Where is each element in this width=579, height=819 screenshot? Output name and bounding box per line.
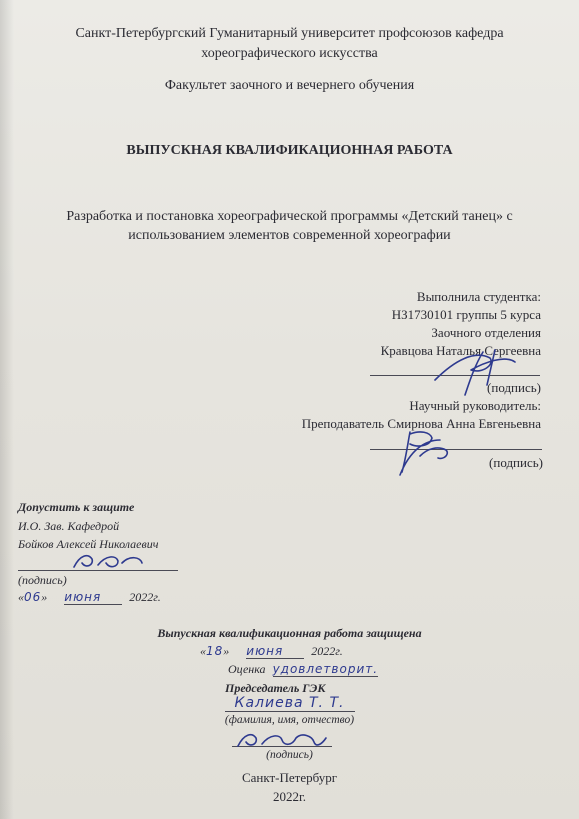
defense-chair-name-row — [0, 694, 579, 712]
defense-date-year: 2022г. — [311, 644, 343, 658]
defense-date: «18» июня 2022г. — [200, 644, 343, 658]
defense-grade-label: Оценка — [228, 662, 266, 676]
topic-line-1: Разработка и постановка хореографической программы «Детский танец» с — [66, 209, 513, 224]
defense-date-day: 18 — [206, 644, 224, 658]
admission-position: И.О. Зав. Кафедрой — [18, 519, 120, 533]
supervisor-signature — [380, 420, 490, 480]
defense-signature-caption: (подпись) — [266, 749, 313, 761]
admission-date: «06» июня 2022г. — [18, 590, 161, 604]
admission-date-year: 2022г. — [129, 590, 161, 604]
defense-grade-value: удовлетворит. — [272, 662, 379, 676]
footer-year: 2022г. — [272, 789, 307, 804]
admission-signature — [70, 545, 150, 575]
student-role-label: Выполнила студентка: — [416, 289, 541, 304]
supervisor-name: Преподаватель Смирнова Анна Евгеньевна — [301, 416, 541, 431]
student-group: НЗ1730101 группы 5 курса — [391, 307, 541, 322]
admission-date-day: 06 — [24, 590, 42, 604]
defense-chair-label: Председатель ГЭК — [225, 681, 326, 695]
student-name: Кравцова Наталья Сергеевна — [380, 343, 541, 358]
defense-name-caption: (фамилия, имя, отчество) — [224, 714, 355, 726]
admission-name: Бойков Алексей Николаевич — [18, 537, 159, 551]
defense-grade — [228, 662, 378, 677]
admission-signature-caption: (подпись) — [18, 573, 67, 587]
defense-title: Выпускная квалификационная работа защищена — [157, 626, 422, 640]
defense-chair-name: Калиева Т. Т. — [225, 695, 355, 712]
university-line-1: Санкт-Петербургский Гуманитарный университет профсоюзов кафедра — [75, 26, 504, 41]
topic-line-2: использованием элементов современной хореографии — [128, 228, 451, 243]
faculty-name: Факультет заочного и вечернего обучения — [164, 78, 415, 93]
admission-date-month: июня — [64, 590, 122, 605]
student-department: Заочного отделения — [431, 325, 541, 340]
footer-city: Санкт-Петербург — [241, 770, 338, 785]
supervisor-signature-caption: (подпись) — [489, 455, 543, 470]
supervisor-role-label: Научный руководитель: — [409, 398, 541, 413]
university-line-2: хореографического искусства — [201, 46, 378, 61]
defense-date-month: июня — [246, 644, 304, 659]
admission-title: Допустить к защите — [18, 500, 135, 514]
work-type-title: ВЫПУСКНАЯ КВАЛИФИКАЦИОННАЯ РАБОТА — [126, 143, 453, 158]
student-signature-caption: (подпись) — [487, 380, 541, 395]
